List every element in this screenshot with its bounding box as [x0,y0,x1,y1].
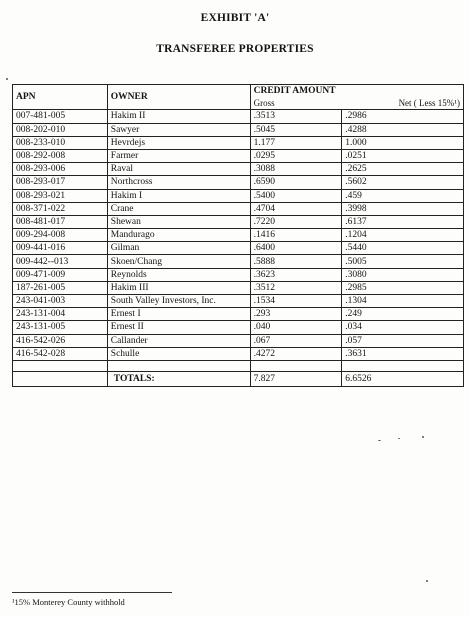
owner-cell: Hakim I [107,189,250,202]
gross-cell: .293 [250,308,342,321]
apn-cell: 187-261-005 [13,281,108,294]
gross-cell: .3512 [250,281,342,294]
net-cell: .2985 [342,281,464,294]
owner-cell: Mandurago [107,229,250,242]
gross-cell: .7220 [250,215,342,228]
owner-cell: Reynolds [107,268,250,281]
owner-cell: Shewan [107,215,250,228]
gross-cell: .3088 [250,163,342,176]
owner-cell: Ernest I [107,308,250,321]
apn-cell: 008-202-010 [13,123,108,136]
gross-cell: .5888 [250,255,342,268]
owner-cell: Ernest II [107,321,250,334]
apn-cell: 007-481-005 [13,110,108,123]
net-cell: .3998 [342,202,464,215]
column-header-credit-amount: CREDIT AMOUNT [250,85,463,98]
gross-cell: .5045 [250,123,342,136]
totals-gross: 7.827 [250,371,342,386]
net-cell: .034 [342,321,464,334]
table-row [13,255,464,268]
scan-speck [398,438,400,439]
totals-label: TOTALS: [107,371,250,386]
column-header-gross: Gross [250,97,342,110]
scan-speck [426,580,428,582]
apn-cell: 416-542-028 [13,347,108,360]
net-cell: .459 [342,189,464,202]
net-cell: .5005 [342,255,464,268]
owner-cell: Gilman [107,242,250,255]
table-row [13,149,464,162]
table-header-row [13,85,464,98]
table-row [13,268,464,281]
table-row [13,347,464,360]
gross-cell: .5400 [250,189,342,202]
net-cell: .1204 [342,229,464,242]
gross-cell: .040 [250,321,342,334]
apn-cell: 008-292-008 [13,149,108,162]
column-header-owner: OWNER [107,85,250,110]
owner-cell: Farmer [107,149,250,162]
gross-cell: .6590 [250,176,342,189]
owner-cell: Sawyer [107,123,250,136]
net-cell: .249 [342,308,464,321]
gross-cell: .3623 [250,268,342,281]
transferee-properties-table [12,84,464,387]
apn-cell: 008-293-017 [13,176,108,189]
owner-cell: Skoen/Chang [107,255,250,268]
apn-cell: 008-293-021 [13,189,108,202]
owner-cell: Hakim II [107,110,250,123]
footnote: ¹15% Monterey County withhold [12,597,125,607]
table-row [13,334,464,347]
table-row [13,189,464,202]
owner-cell: South Valley Investors, Inc. [107,295,250,308]
apn-cell: 243-131-004 [13,308,108,321]
apn-cell: 008-371-022 [13,202,108,215]
gross-cell: .1534 [250,295,342,308]
gross-cell: 1.177 [250,136,342,149]
document-title: TRANSFEREE PROPERTIES [156,43,314,55]
gross-cell: .0295 [250,149,342,162]
gross-cell: .6400 [250,242,342,255]
table-row [13,163,464,176]
net-cell: .3080 [342,268,464,281]
gross-cell: .067 [250,334,342,347]
blank-row [13,360,464,371]
owner-cell: Raval [107,163,250,176]
footnote-divider [12,592,172,593]
blank-cell [107,360,250,371]
apn-cell: 243-041-003 [13,295,108,308]
net-cell: .1304 [342,295,464,308]
net-cell: .4288 [342,123,464,136]
table-row [13,110,464,123]
totals-net: 6.6526 [342,371,464,386]
table-row [13,229,464,242]
scan-speck [6,78,8,80]
blank-cell [250,360,342,371]
net-cell: 1.000 [342,136,464,149]
owner-cell: Callander [107,334,250,347]
apn-cell: 009-442--013 [13,255,108,268]
net-cell: .6137 [342,215,464,228]
table-row [13,176,464,189]
owner-cell: Crane [107,202,250,215]
gross-cell: .4272 [250,347,342,360]
table-row [13,321,464,334]
table-row [13,123,464,136]
gross-cell: .3513 [250,110,342,123]
column-header-net: Net ( Less 15%¹) [342,97,464,110]
table-row [13,308,464,321]
totals-row [13,371,464,386]
net-cell: .5440 [342,242,464,255]
owner-cell: Hakim III [107,281,250,294]
table-row [13,281,464,294]
table-row [13,242,464,255]
blank-cell [342,360,464,371]
owner-cell: Schulle [107,347,250,360]
net-cell: .2986 [342,110,464,123]
totals-apn-cell [13,371,108,386]
net-cell: .057 [342,334,464,347]
table-row [13,295,464,308]
net-cell: .2625 [342,163,464,176]
table-row [13,215,464,228]
net-cell: .0251 [342,149,464,162]
net-cell: .5602 [342,176,464,189]
apn-cell: 009-441-016 [13,242,108,255]
table-row [13,202,464,215]
table-row [13,136,464,149]
scan-speck [378,440,381,441]
apn-cell: 008-293-006 [13,163,108,176]
scan-speck [422,436,424,438]
apn-cell: 009-471-009 [13,268,108,281]
blank-cell [13,360,108,371]
exhibit-heading: EXHIBIT 'A' [200,12,270,24]
apn-cell: 008-233-010 [13,136,108,149]
net-cell: .3631 [342,347,464,360]
apn-cell: 243-131-005 [13,321,108,334]
column-header-apn: APN [13,85,108,110]
apn-cell: 009-294-008 [13,229,108,242]
gross-cell: .1416 [250,229,342,242]
owner-cell: Northcross [107,176,250,189]
gross-cell: .4704 [250,202,342,215]
apn-cell: 008-481-017 [13,215,108,228]
owner-cell: Hevrdejs [107,136,250,149]
apn-cell: 416-542-026 [13,334,108,347]
